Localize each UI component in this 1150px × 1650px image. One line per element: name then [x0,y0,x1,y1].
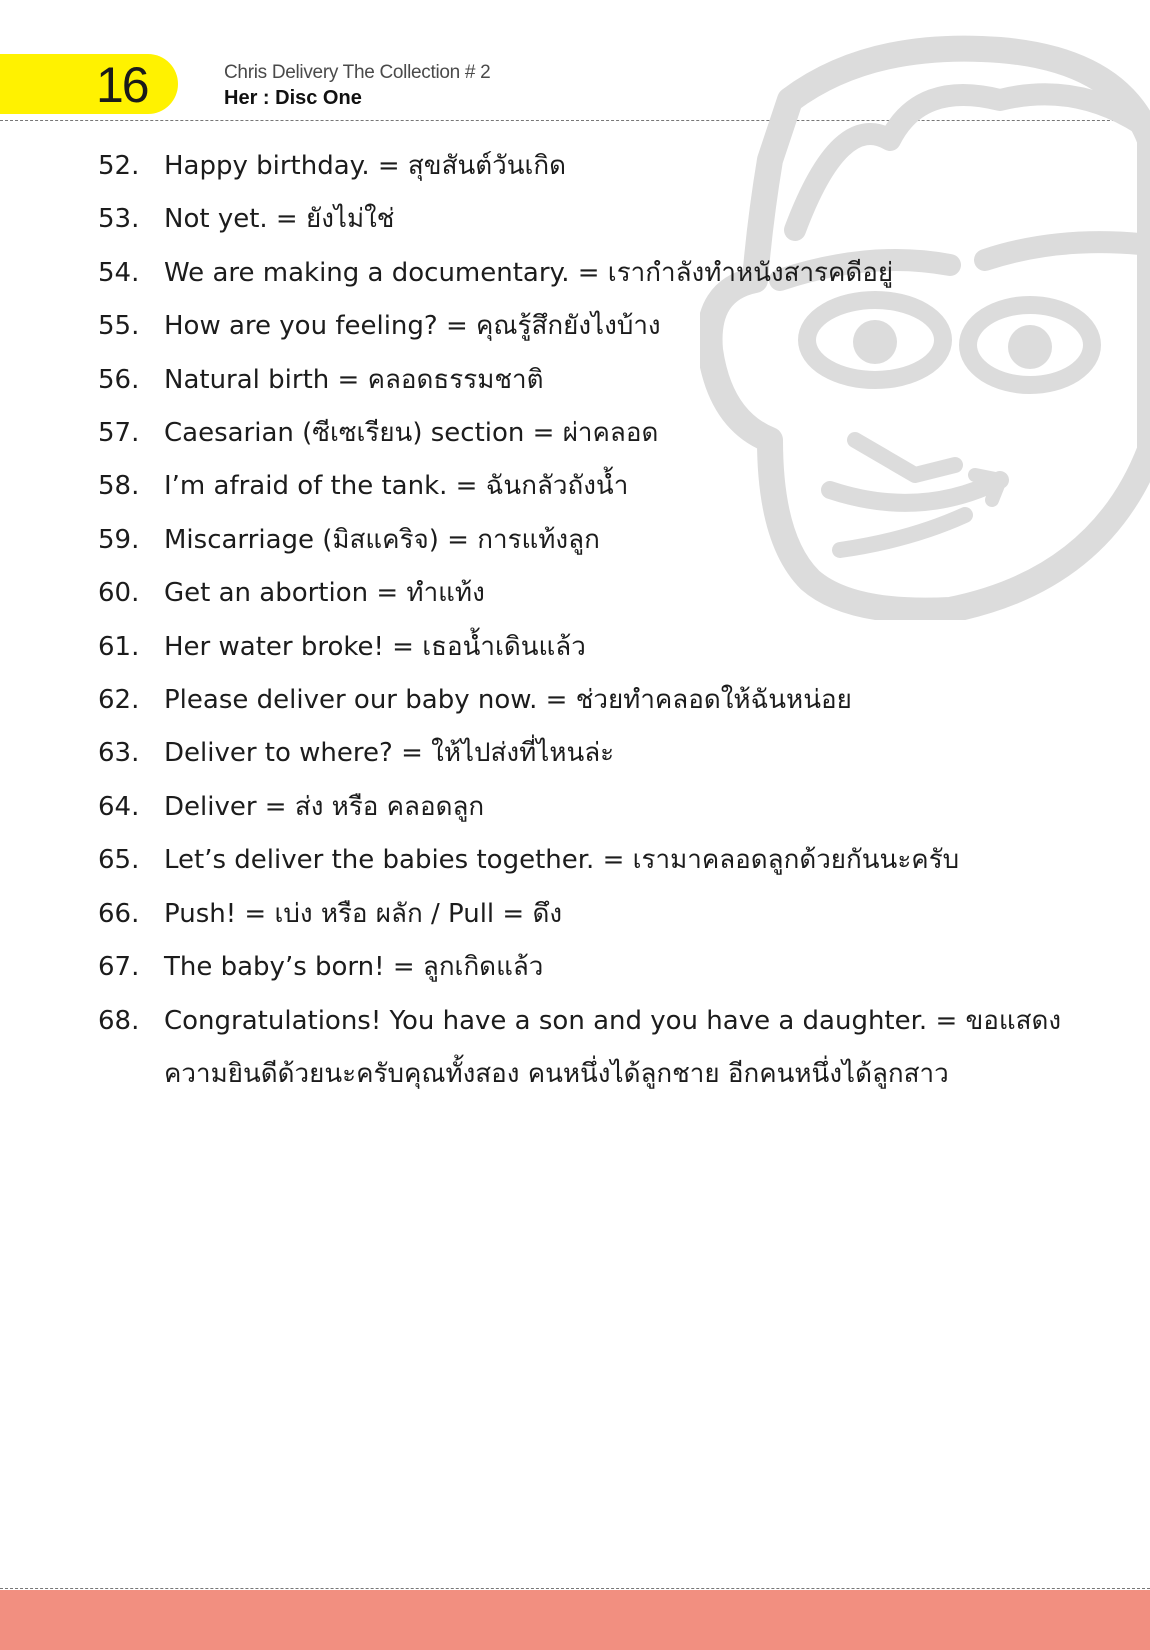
item-text: Natural birth = คลอดธรรมชาติ [164,364,544,395]
footer-divider [0,1588,1150,1589]
item-number: 55. [98,311,140,342]
phrase-item [98,354,1098,407]
item-number: 57. [98,418,140,449]
item-text: Happy birthday. = สุขสันต์วันเกิด [164,151,566,181]
item-number: 59. [98,524,140,555]
phrase-item [98,727,1098,780]
item-text: Miscarriage (มิสแคริจ) = การแท้งลูก [164,524,600,555]
footer-band [0,1590,1150,1650]
phrase-item [98,567,1098,620]
item-text: Deliver to where? = ให้ไปส่งที่ไหนล่ะ [164,738,615,769]
item-text: Her water broke! = เธอน้ำเดินแล้ว [164,631,586,662]
phrase-list [98,140,1098,1101]
item-number: 68. [98,1005,140,1036]
phrase-item [98,300,1098,353]
phrase-item [98,247,1098,300]
item-number: 56. [98,364,140,395]
item-number: 64. [98,791,140,822]
item-text: Caesarian (ซีเซเรียน) section = ผ่าคลอด [164,418,659,449]
item-text: How are you feeling? = คุณรู้สึกยังไงบ้าง [164,311,661,342]
phrase-item [98,621,1098,674]
item-text: I’m afraid of the tank. = ฉันกลัวถังน้ำ [164,471,629,502]
item-number: 53. [98,204,140,235]
phrase-item [98,407,1098,460]
phrase-item [98,193,1098,246]
series-title: Chris Delivery The Collection # 2 [224,62,491,83]
page-number: 16 [96,57,148,113]
item-number: 61. [98,631,140,662]
item-text: Not yet. = ยังไม่ใช่ [164,204,395,235]
phrase-item [98,674,1098,727]
item-number: 60. [98,578,140,609]
item-text: We are making a documentary. = เรากำลังทำหนังสารคดีอยู่ [164,257,894,288]
page-number-badge [0,54,178,114]
item-text: Please deliver our baby now. = ช่วยทำคลอดให้ฉันหน่อย [164,685,852,716]
item-text: Let’s deliver the babies together. = เรามาคลอดลูกด้วยกันนะครับ [164,845,960,876]
item-number: 52. [98,151,140,181]
item-number: 67. [98,952,140,983]
phrase-item [98,781,1098,834]
phrase-item [98,514,1098,567]
item-number: 63. [98,738,140,769]
item-text: Congratulations! You have a son and you have a daughter. = ขอแสดงความยินดีด้วยนะครับคุณทั้งสอง คนหนึ่งได้ลูกชาย อีกคนหนึ่งได้ลูกสาว [164,1005,1062,1089]
item-number: 62. [98,685,140,716]
item-text: The baby’s born! = ลูกเกิดแล้ว [164,952,544,983]
item-text: Push! = เบ่ง หรือ ผลัก / Pull = ดึง [164,898,563,929]
item-number: 65. [98,845,140,876]
item-text: Deliver = ส่ง หรือ คลอดลูก [164,791,485,822]
disc-title: Her : Disc One [224,87,362,109]
phrase-item [98,140,1098,193]
phrase-item [98,460,1098,513]
item-number: 58. [98,471,140,502]
phrase-item [98,888,1098,941]
item-text: Get an abortion = ทำแท้ง [164,578,485,609]
phrase-item [98,834,1098,887]
phrase-item [98,941,1098,994]
item-number: 54. [98,257,140,288]
item-number: 66. [98,898,140,929]
phrase-item [98,995,1098,1102]
